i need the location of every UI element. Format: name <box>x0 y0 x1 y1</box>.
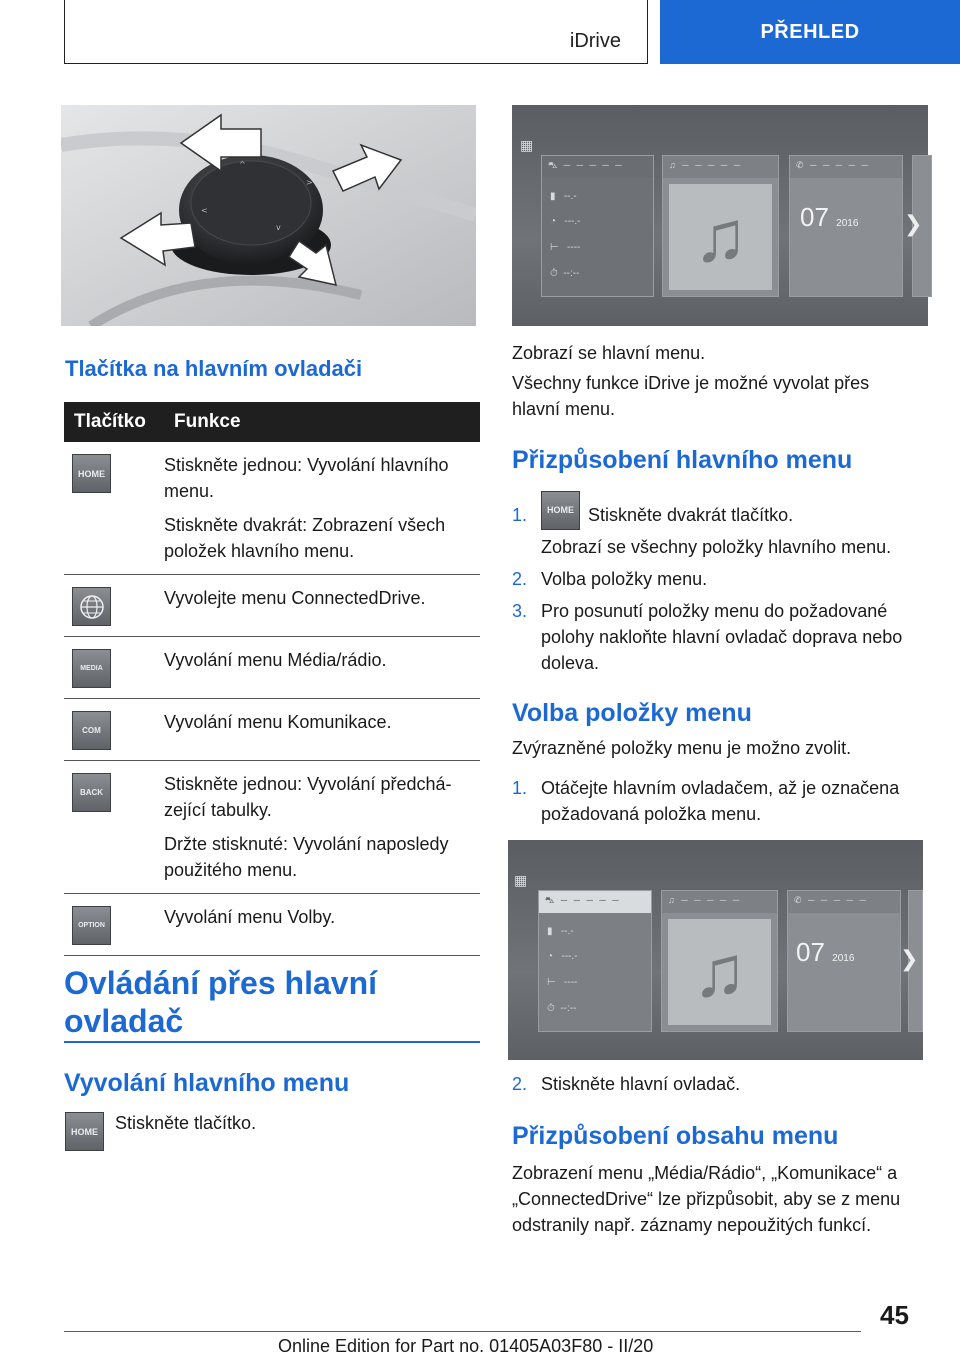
com-button-icon: COM <box>72 711 111 750</box>
fuel-icon: ▮ --.- <box>550 191 577 202</box>
step-text: Pro posunutí položky menu do požadované polohy nakloňte hlavní ovladač doprava nebo doleva. <box>541 600 903 673</box>
list-item <box>512 775 927 827</box>
home-button-icon: HOME <box>541 491 580 530</box>
list-item <box>512 1071 927 1097</box>
function-text: Vyvolání menu Komunikace. <box>164 712 392 732</box>
clock-icon: ⏱ --:-- <box>547 1003 577 1014</box>
function-text: Vyvolání menu Média/rádio. <box>164 650 387 670</box>
menu-icon: ▦ <box>514 872 528 888</box>
step-text: Otáčejte hlavním ovladačem, až je označena požadovaná položka menu. <box>541 778 900 824</box>
tile-date: 07 <box>800 202 829 232</box>
page-number: 45 <box>880 1300 909 1330</box>
step-text: Stiskněte dvakrát tlačítko. <box>588 505 794 525</box>
heading-customize-menu: Přizpůsobení hlavního menu <box>512 446 853 474</box>
function-text: Vyvolejte menu ConnectedDrive. <box>164 588 426 608</box>
back-button-icon: BACK <box>72 773 111 812</box>
idrive-screen-selected-item <box>508 840 923 1060</box>
chevron-right-icon[interactable]: ❯ <box>900 946 919 971</box>
media-tile: ♫ ─ ─ ─ ─ ─ ♫ <box>661 890 778 1032</box>
table-row <box>64 637 480 699</box>
paragraph: Všechny funkce iDrive je možné vyvolat přes hlavní menu. <box>512 373 870 419</box>
step-number: 3. <box>512 600 528 621</box>
gauge-icon: ◔ ---.- <box>547 951 578 962</box>
function-text: Stiskněte dvakrát: Zobrazení všech položek hlavního menu. <box>164 515 446 561</box>
heading-customize-content: Přizpůsobení obsahu menu <box>512 1122 839 1150</box>
vehicle-info-tile: ⛍ ─ ─ ─ ─ ─ ▮ --.- ◔ ---.- ⊢ ---- ⏱ --:-- <box>538 890 652 1032</box>
controller-image <box>61 105 476 326</box>
tile-year: 2016 <box>832 953 855 964</box>
home-button-icon: HOME <box>72 454 111 493</box>
media-tile: ♫ ─ ─ ─ ─ ─ ♫ <box>662 155 779 297</box>
function-text: Stiskněte jednou: Vyvolání hlavního menu. <box>164 455 449 501</box>
svg-text:^: ^ <box>239 160 246 169</box>
section-title: Ovládání přes hlavní ovladač <box>64 965 377 1039</box>
subsection-title: Vyvolání hlavního menu <box>64 1069 350 1097</box>
music-note-icon: ♫ <box>668 919 771 1025</box>
steps-list <box>512 502 927 682</box>
range-icon: ⊢ ---- <box>547 977 578 988</box>
table-row <box>64 761 480 894</box>
home-button-icon: HOME <box>65 1112 104 1151</box>
table-header-row <box>64 402 480 442</box>
menu-icon: ▦ <box>520 137 534 153</box>
paragraph: Zobrazení menu „Média/Rádio“, „Komunikace“ a „ConnectedDrive“ lze přizpůsobit, aby se z menu odstranily např. záznamy nepoužitých funkcí. <box>512 1163 901 1235</box>
steps-list <box>512 775 927 833</box>
footer-rule <box>64 1331 861 1332</box>
header-frame <box>64 0 648 64</box>
table-row <box>64 575 480 637</box>
calendar-tile: ✆ ─ ─ ─ ─ ─ 07 2016 <box>789 155 903 297</box>
heading-select-item: Volba položky menu <box>512 699 752 727</box>
step-number: 1. <box>512 778 528 798</box>
svg-text:<: < <box>201 206 208 215</box>
section-rule <box>64 1041 480 1043</box>
chevron-right-icon[interactable]: ❯ <box>904 211 923 236</box>
table-row <box>64 894 480 956</box>
buttons-table <box>64 402 480 956</box>
steps-list <box>512 1071 927 1103</box>
controller-illustration <box>61 105 476 326</box>
step-number: 2. <box>512 1074 528 1094</box>
function-text: Držte stisknuté: Vyvolání naposledy použitého menu. <box>164 834 449 880</box>
subsection-text: Stiskněte tlačítko. <box>115 1113 257 1133</box>
option-button-icon: OPTION <box>72 906 111 945</box>
svg-text:v: v <box>276 223 281 232</box>
step-subtext: Zobrazí se všechny položky hlavního menu. <box>541 536 892 557</box>
step-text: Stiskněte hlavní ovladač. <box>541 1074 741 1094</box>
range-icon: ⊢ ---- <box>550 242 581 253</box>
list-item <box>512 502 927 560</box>
step-number: 2. <box>512 568 528 589</box>
media-button-icon: MEDIA <box>72 649 111 688</box>
paragraph: Zvýrazněné položky menu je možno zvolit. <box>512 738 852 758</box>
tile-date: 07 <box>796 937 825 967</box>
svg-text:>: > <box>306 178 313 187</box>
step-text: Volba položky menu. <box>541 568 708 589</box>
header-section: iDrive <box>569 30 621 52</box>
table-header-function: Funkce <box>164 402 480 442</box>
function-text: Stiskněte jednou: Vyvolání předchá‐zející tabulky. <box>164 774 452 820</box>
header-tab[interactable]: PŘEHLED <box>660 0 960 64</box>
music-note-icon: ♫ <box>669 184 772 290</box>
list-item <box>512 598 927 676</box>
tile-year: 2016 <box>836 218 859 229</box>
fuel-icon: ▮ --.- <box>547 926 574 937</box>
table-header-button: Tlačítko <box>64 402 164 442</box>
function-text: Vyvolání menu Volby. <box>164 907 336 927</box>
clock-icon: ⏱ --:-- <box>550 268 580 279</box>
paragraph: Zobrazí se hlavní menu. <box>512 343 706 363</box>
table-row <box>64 442 480 575</box>
vehicle-info-tile: ⛍ ─ ─ ─ ─ ─ ▮ --.- ◔ ---.- ⊢ ---- ⏱ --:-- <box>541 155 654 297</box>
globe-icon-glyph <box>79 594 105 620</box>
calendar-tile: ✆ ─ ─ ─ ─ ─ 07 2016 <box>787 890 901 1032</box>
footer-edition: Online Edition for Part no. 01405A03F80 - II/20 <box>278 1336 654 1356</box>
table-row <box>64 699 480 761</box>
list-item <box>512 566 927 592</box>
globe-icon <box>72 587 111 626</box>
gauge-icon: ◔ ---.- <box>550 216 581 227</box>
table-title: Tlačítka na hlavním ovladači <box>65 356 363 381</box>
step-number: 1. <box>512 505 528 525</box>
idrive-screen-main-menu <box>512 105 928 326</box>
